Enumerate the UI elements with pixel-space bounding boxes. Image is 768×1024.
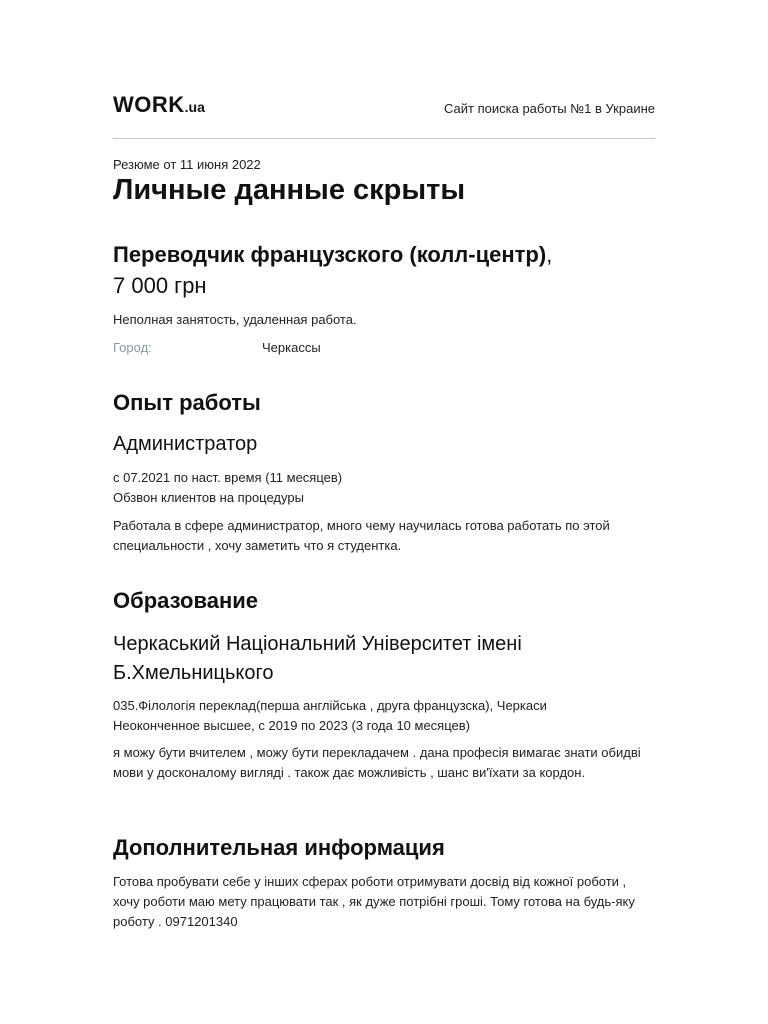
logo-main-text: WORK [113, 92, 185, 117]
employment-type: Неполная занятость, удаленная работа. [113, 312, 357, 327]
site-tagline: Сайт поиска работы №1 в Украине [444, 101, 655, 116]
education-degree: Неоконченное высшее, с 2019 по 2023 (3 года 10 месяцев) [113, 718, 470, 733]
additional-text: Готова пробувати себе у інших сферах роботи отримувати досвід від кожної роботи , хочу роботи маю мету працювати так , як дуже потрібні гроші. Тому готова на будь-яку роботу . 0971201340 [113, 874, 635, 929]
work-ua-logo[interactable] [113, 92, 205, 120]
position-title: Переводчик французского (колл-центр) [113, 242, 547, 267]
salary: 7 000 грн [113, 273, 207, 298]
position-comma: , [546, 242, 553, 267]
resume-date: Резюме от 11 июня 2022 [113, 157, 261, 172]
city-label: Город: [113, 340, 152, 355]
education-specialty: 035.Філологія переклад(перша англійська , друга французска), Черкаси [113, 698, 547, 713]
job-period: с 07.2021 по наст. время (11 месяцев) [113, 470, 343, 485]
header [113, 92, 655, 122]
city-value: Черкассы [262, 340, 321, 355]
header-divider [113, 138, 655, 139]
education-section-title: Образование [113, 588, 258, 613]
desired-position [113, 239, 655, 301]
additional-section-title: Дополнительная информация [113, 835, 445, 860]
page-title: Личные данные скрыты [113, 174, 466, 206]
education-description: я можу бути вчителем , можу бути перекладачем . дана професія вимагає знати обидві мови у досконалому вигляді . також дає можливість , шанс ви'їхати за кордон. [113, 745, 641, 780]
job-company: Обзвон клиентов на процедуры [113, 490, 304, 505]
education-institution: Черкаський Національний Університет імені Б.Хмельницького [113, 633, 522, 684]
job-title: Администратор [113, 433, 258, 455]
job-description: Работала в сфере администратор, много чему научилась готова работать по этой специальности , хочу заметить что я студентка. [113, 518, 610, 553]
logo-domain-text: .ua [184, 99, 205, 115]
experience-section-title: Опыт работы [113, 390, 261, 415]
